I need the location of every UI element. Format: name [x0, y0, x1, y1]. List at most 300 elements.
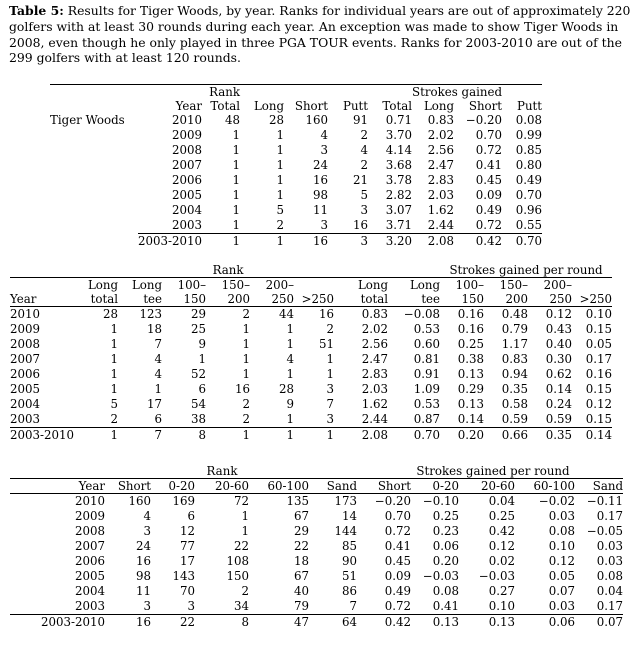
- table-row: [50, 128, 542, 143]
- col-header-year: Year: [10, 479, 105, 494]
- table-cell: 0.08: [548, 524, 575, 539]
- table-cell: −0.20: [465, 113, 503, 128]
- col-header-line2: 250: [549, 292, 573, 306]
- table-cell: 0.04: [596, 584, 623, 599]
- table-row: [10, 352, 612, 367]
- table-cell: 0.03: [596, 539, 623, 554]
- table-cell: 0.87: [413, 412, 441, 427]
- table-cell: 0.81: [413, 352, 441, 367]
- table2-body: [10, 307, 612, 444]
- col-header-line2: total: [90, 292, 119, 306]
- table-cell: 98: [313, 188, 329, 203]
- col-header: 0-20: [411, 479, 459, 494]
- table-cell: 0.40: [545, 337, 573, 352]
- table-cell: 91: [353, 113, 369, 128]
- col-header-line1: 200–: [528, 278, 572, 293]
- table-cell: 2.56: [361, 337, 389, 352]
- row-year: 2010: [10, 307, 74, 323]
- table-cell: 0.41: [384, 539, 411, 554]
- col-header: Sand: [309, 479, 357, 494]
- table-cell: 0.23: [432, 524, 459, 539]
- table-cell: 0.72: [475, 143, 503, 158]
- table-cell: 1: [110, 352, 119, 367]
- row-year: 2009: [74, 509, 105, 524]
- table-cell: 1: [242, 367, 251, 382]
- col-header-line1: 150–: [484, 278, 528, 293]
- table-cell: 0.72: [384, 524, 411, 539]
- row-year: 2007: [172, 158, 203, 173]
- table-caption: [9, 3, 639, 66]
- table-cell: 0.83: [501, 352, 529, 367]
- table-cell: 16: [353, 218, 369, 233]
- table-cell: 7: [349, 599, 357, 614]
- row-year: 2008: [172, 143, 203, 158]
- table-cell: 0.62: [545, 367, 573, 382]
- table-cell: 0.59: [545, 412, 573, 427]
- table-cell: 4: [286, 352, 295, 367]
- table-cell: 0.15: [585, 322, 613, 337]
- row-year: 2004: [172, 203, 203, 218]
- table-cell: 48: [225, 113, 241, 128]
- col-header: Sand: [575, 479, 623, 494]
- table-cell: 0.41: [432, 599, 459, 614]
- table-row: [10, 494, 623, 510]
- table-cell: 0.16: [457, 322, 485, 337]
- table-cell: 1: [206, 428, 250, 444]
- col-header: 0-20: [151, 479, 195, 494]
- table-cell: 16: [235, 382, 251, 397]
- table-cell: 160: [305, 113, 329, 128]
- table-cell: −0.20: [357, 494, 411, 510]
- table-cell: 6: [198, 382, 207, 397]
- table-cell: 1: [286, 412, 295, 427]
- table-row: [10, 397, 612, 412]
- row-year: 2010: [172, 113, 203, 128]
- table-cell: 18: [147, 322, 163, 337]
- table-cell: 144: [334, 524, 357, 539]
- table-cell: 1: [74, 428, 118, 444]
- table-cell: 28: [74, 307, 118, 323]
- table-cell: 0.42: [488, 524, 515, 539]
- table-cell: 1.62: [361, 397, 389, 412]
- table-cell: 47: [249, 615, 309, 631]
- table-cell: 67: [293, 509, 309, 524]
- table-cell: 4: [154, 367, 163, 382]
- col-header-year: Year: [10, 292, 37, 306]
- table-row: [50, 203, 542, 218]
- table-cell: 0.13: [411, 615, 459, 631]
- table-cell: 1: [294, 428, 334, 444]
- table-cell: 2.83: [361, 367, 389, 382]
- table-cell: 0.35: [528, 428, 572, 444]
- table-cell: 9: [286, 397, 295, 412]
- table-row: [10, 322, 612, 337]
- table-cell: 0.38: [457, 352, 485, 367]
- table-cell: 0.43: [545, 322, 573, 337]
- table-cell: 3.70: [385, 128, 413, 143]
- table-cell: 1: [242, 322, 251, 337]
- table-cell: 54: [191, 397, 207, 412]
- table-cell: 16: [294, 307, 334, 323]
- col-header-line2: total: [360, 292, 389, 306]
- table-row: [10, 569, 623, 584]
- table-cell: 0.05: [585, 337, 613, 352]
- table-cell: 2.02: [361, 322, 389, 337]
- table-cell: 0.12: [528, 307, 572, 323]
- table-cell: 2.44: [427, 218, 455, 233]
- table-cell: 123: [118, 307, 162, 323]
- table-cell: 1: [250, 428, 294, 444]
- table-cell: 1: [276, 188, 285, 203]
- table-cell: 0.20: [432, 554, 459, 569]
- table-cell: 2.47: [427, 158, 455, 173]
- table-cell: 51: [341, 569, 357, 584]
- table-cell: 77: [179, 539, 195, 554]
- table-cell: 1: [202, 234, 240, 250]
- col-header-line2: >250: [301, 292, 335, 306]
- table-cell: 0.17: [596, 509, 623, 524]
- table-cell: 150: [226, 569, 249, 584]
- table-cell: 2: [206, 307, 250, 323]
- table-cell: 2.56: [427, 143, 455, 158]
- table-cell: 0.03: [548, 509, 575, 524]
- table-cell: 0.60: [413, 337, 441, 352]
- table-cell: 86: [341, 584, 357, 599]
- table-cell: 4: [360, 143, 369, 158]
- table-cell: 0.45: [384, 554, 411, 569]
- table-cell: 0.42: [357, 615, 411, 631]
- col-header-line1: 200–: [250, 278, 294, 293]
- table-cell: 0.79: [501, 322, 529, 337]
- table-cell: 22: [233, 539, 249, 554]
- table-cell: 52: [191, 367, 207, 382]
- col-header-line1: [572, 278, 612, 293]
- col-header-line1: Long: [334, 278, 388, 293]
- col-header-line2: 150: [183, 292, 207, 306]
- table-cell: 135: [249, 494, 309, 510]
- row-year: 2007: [10, 352, 41, 367]
- table-cell: 16: [284, 234, 328, 250]
- table-cell: 0.53: [413, 322, 441, 337]
- col-header-rank-total: Total: [210, 99, 241, 113]
- table-cell: 0.91: [413, 367, 441, 382]
- table-cell: 1: [232, 128, 241, 143]
- table-cell: −0.10: [411, 494, 459, 510]
- table-cell: 1: [276, 143, 285, 158]
- table-cell: 0.49: [384, 584, 411, 599]
- table-cell: 0.83: [427, 113, 455, 128]
- col-header-sg-long: Long: [423, 99, 455, 113]
- row-year: 2003: [10, 412, 41, 427]
- table-cell: 2: [360, 158, 369, 173]
- col-header-sg-total: Total: [382, 99, 413, 113]
- row-year: 2004: [10, 397, 41, 412]
- strokes-gained-group-header: Strokes gained: [368, 85, 502, 100]
- table-cell: 0.14: [545, 382, 573, 397]
- table-cell: 6: [154, 412, 163, 427]
- table-cell: 29: [293, 524, 309, 539]
- table-cell: 3: [328, 234, 368, 250]
- table-cell: 79: [293, 599, 309, 614]
- col-header: 60-100: [249, 479, 309, 494]
- table-cell: −0.03: [478, 569, 515, 584]
- table-cell: −0.11: [575, 494, 623, 510]
- table-cell: 4: [143, 509, 151, 524]
- table-row: [50, 188, 542, 203]
- col-header-line1: 150–: [206, 278, 250, 293]
- table-cell: 9: [198, 337, 207, 352]
- table-cell: 3.78: [385, 173, 413, 188]
- table-cell: 2.02: [427, 128, 455, 143]
- table-row: [10, 412, 612, 428]
- table-row: [50, 173, 542, 188]
- table-cell: 3: [326, 382, 335, 397]
- table-short-game-detail: [10, 464, 623, 630]
- table-cell: 0.66: [484, 428, 528, 444]
- table-cell: 0.45: [475, 173, 503, 188]
- table-cell: 1: [110, 322, 119, 337]
- row-year: 2003-2010: [10, 428, 75, 443]
- table-cell: 3: [320, 143, 329, 158]
- col-header-line2: 200: [505, 292, 529, 306]
- table-cell: 38: [191, 412, 207, 427]
- table-cell: 1: [326, 352, 335, 367]
- table-cell: 28: [279, 382, 295, 397]
- table-cell: 0.09: [384, 569, 411, 584]
- table-cell: 24: [135, 539, 151, 554]
- table-cell: 0.13: [457, 397, 485, 412]
- table-cell: 0.49: [475, 203, 503, 218]
- table-cell: 0.53: [413, 397, 441, 412]
- table-cell: 3: [326, 412, 335, 427]
- table-cell: 0.48: [484, 307, 528, 323]
- col-header-line2: 150: [461, 292, 485, 306]
- col-header-rank-long: Long: [253, 99, 285, 113]
- table-cell: 3: [187, 599, 195, 614]
- row-year: 2009: [10, 322, 41, 337]
- row-year: 2010: [10, 494, 105, 510]
- table-cell: 0.12: [488, 539, 515, 554]
- table-cell: 1: [110, 337, 119, 352]
- table-cell: 2: [110, 412, 119, 427]
- table-row: [10, 367, 612, 382]
- table-cell: 143: [172, 569, 195, 584]
- caption-label: Table 5:: [9, 3, 64, 18]
- table-cell: 6: [187, 509, 195, 524]
- table-cell: 0.07: [548, 584, 575, 599]
- table-cell: 0.08: [596, 569, 623, 584]
- table-cell: 0.03: [596, 554, 623, 569]
- table-cell: 160: [105, 494, 151, 510]
- col-header-line2: tee: [143, 292, 163, 306]
- table-cell: 28: [269, 113, 285, 128]
- table-cell: 4: [320, 128, 329, 143]
- table-cell: 0.15: [585, 382, 613, 397]
- table-cell: 21: [353, 173, 369, 188]
- row-year: 2003-2010: [138, 234, 203, 249]
- table-cell: 4: [154, 352, 163, 367]
- row-year: 2003: [74, 599, 105, 614]
- table-cell: 1: [242, 337, 251, 352]
- rank-group-header: Rank: [212, 263, 244, 277]
- table-cell: 2.83: [427, 173, 455, 188]
- table-cell: 0.59: [501, 412, 529, 427]
- table-cell: 0.80: [515, 158, 543, 173]
- table-cell: 67: [293, 569, 309, 584]
- col-header-line2: >250: [579, 292, 613, 306]
- table-cell: 1: [326, 367, 335, 382]
- strokes-gained-group-header: Strokes gained per round: [449, 263, 603, 277]
- table-cell: 2: [326, 322, 335, 337]
- table-cell: 4.14: [385, 143, 413, 158]
- table-cell: 3.07: [385, 203, 413, 218]
- table-cell: 85: [341, 539, 357, 554]
- table-cell: 0.30: [545, 352, 573, 367]
- table-cell: 1.62: [427, 203, 455, 218]
- table-cell: 1: [241, 509, 249, 524]
- table-cell: 2: [242, 397, 251, 412]
- table-cell: 2.08: [334, 428, 388, 444]
- col-header-line1: Long: [118, 278, 162, 293]
- col-header: Short: [357, 479, 411, 494]
- row-year: 2006: [10, 367, 41, 382]
- table-row: [10, 554, 623, 569]
- table-cell: 72: [195, 494, 249, 510]
- col-header-line2: 200: [227, 292, 251, 306]
- table-cell: 0.10: [488, 599, 515, 614]
- table-cell: 2.82: [385, 188, 413, 203]
- table-cell: 1: [276, 158, 285, 173]
- table-cell: 1: [232, 143, 241, 158]
- table-cell: 1.17: [501, 337, 529, 352]
- table-row: [10, 584, 623, 599]
- table-cell: 1: [154, 382, 163, 397]
- col-header-line1: 100–: [440, 278, 484, 293]
- table-cell: 8: [195, 615, 249, 631]
- table-cell: 0.70: [384, 509, 411, 524]
- table-cell: 5: [276, 203, 285, 218]
- table-row: [10, 307, 612, 323]
- table-cell: 0.94: [501, 367, 529, 382]
- table-cell: 17: [147, 397, 163, 412]
- table-cell: 5: [110, 397, 119, 412]
- col-header-year: Year: [175, 99, 203, 113]
- table-cell: 1: [110, 382, 119, 397]
- table-cell: 7: [326, 397, 335, 412]
- table-cell: 16: [135, 554, 151, 569]
- table-cell: 0.72: [475, 218, 503, 233]
- row-year: 2006: [172, 173, 203, 188]
- table-cell: 0.05: [548, 569, 575, 584]
- table-cell: 14: [341, 509, 357, 524]
- table-cell: 0.99: [515, 128, 543, 143]
- col-header: 20-60: [195, 479, 249, 494]
- table-cell: 0.27: [488, 584, 515, 599]
- col-header-line1: 100–: [162, 278, 206, 293]
- col-header-line2: 250: [271, 292, 295, 306]
- col-header-rank-short: Short: [294, 99, 329, 113]
- table-cell: 0.08: [432, 584, 459, 599]
- table-cell: 12: [179, 524, 195, 539]
- table-cell: 1: [240, 234, 284, 250]
- table-cell: 0.83: [334, 307, 388, 323]
- table-cell: 0.17: [596, 599, 623, 614]
- table-cell: 11: [313, 203, 329, 218]
- table-cell: 0.25: [432, 509, 459, 524]
- table-cell: 11: [135, 584, 151, 599]
- table-cell: −0.03: [422, 569, 459, 584]
- table-cell: 3: [143, 524, 151, 539]
- table-cell: 0.17: [585, 352, 613, 367]
- row-year: 2003: [172, 218, 203, 233]
- table-row: [10, 509, 623, 524]
- table-cell: 0.16: [585, 367, 613, 382]
- table-row: [10, 524, 623, 539]
- table-cell: 0.13: [459, 615, 515, 631]
- table-row: [10, 599, 623, 615]
- table-cell: 22: [151, 615, 195, 631]
- table-cell: 0.49: [515, 173, 543, 188]
- col-header: 20-60: [459, 479, 515, 494]
- table-cell: 1: [232, 203, 241, 218]
- table-cell: 24: [313, 158, 329, 173]
- table-cell: 25: [191, 322, 207, 337]
- table-cell: 1: [286, 367, 295, 382]
- table-cell: 1: [232, 188, 241, 203]
- table-cell: 0.15: [585, 412, 613, 427]
- table-cell: 0.70: [502, 234, 542, 250]
- table-cell: 2: [241, 584, 249, 599]
- table-cell: 3: [360, 203, 369, 218]
- table-cell: 3.20: [368, 234, 412, 250]
- table-cell: 90: [341, 554, 357, 569]
- table-cell: 51: [319, 337, 335, 352]
- row-year: 2003-2010: [10, 615, 105, 631]
- table-cell: 3.68: [385, 158, 413, 173]
- table-cell: 0.42: [454, 234, 502, 250]
- table-cell: 3: [143, 599, 151, 614]
- table-cell: 0.58: [501, 397, 529, 412]
- table-cell: 2.47: [361, 352, 389, 367]
- table-cell: 1: [242, 352, 251, 367]
- row-year: 2004: [74, 584, 105, 599]
- table-cell: 0.04: [459, 494, 515, 510]
- table-cell: 0.70: [515, 188, 543, 203]
- table-cell: 0.85: [515, 143, 543, 158]
- aggregate-row: [10, 428, 612, 444]
- table-cell: 0.41: [475, 158, 503, 173]
- table-cell: 16: [313, 173, 329, 188]
- table-cell: 0.12: [585, 397, 613, 412]
- aggregate-row: [10, 615, 623, 631]
- row-year: 2005: [74, 569, 105, 584]
- player-name: Tiger Woods: [50, 113, 125, 128]
- table-cell: 0.16: [440, 307, 484, 323]
- table-cell: 40: [293, 584, 309, 599]
- table-cell: 173: [309, 494, 357, 510]
- strokes-gained-group-header: Strokes gained per round: [416, 464, 570, 478]
- col-header-line1: Long: [74, 278, 118, 293]
- table-cell: 0.70: [388, 428, 440, 444]
- table-cell: 0.55: [515, 218, 543, 233]
- table-cell: 0.10: [548, 539, 575, 554]
- table-cell: 1: [286, 322, 295, 337]
- table-cell: 0.02: [488, 554, 515, 569]
- table-cell: 0.08: [515, 113, 543, 128]
- table-row: [10, 539, 623, 554]
- table-cell: 0.35: [501, 382, 529, 397]
- table-cell: 0.13: [457, 367, 485, 382]
